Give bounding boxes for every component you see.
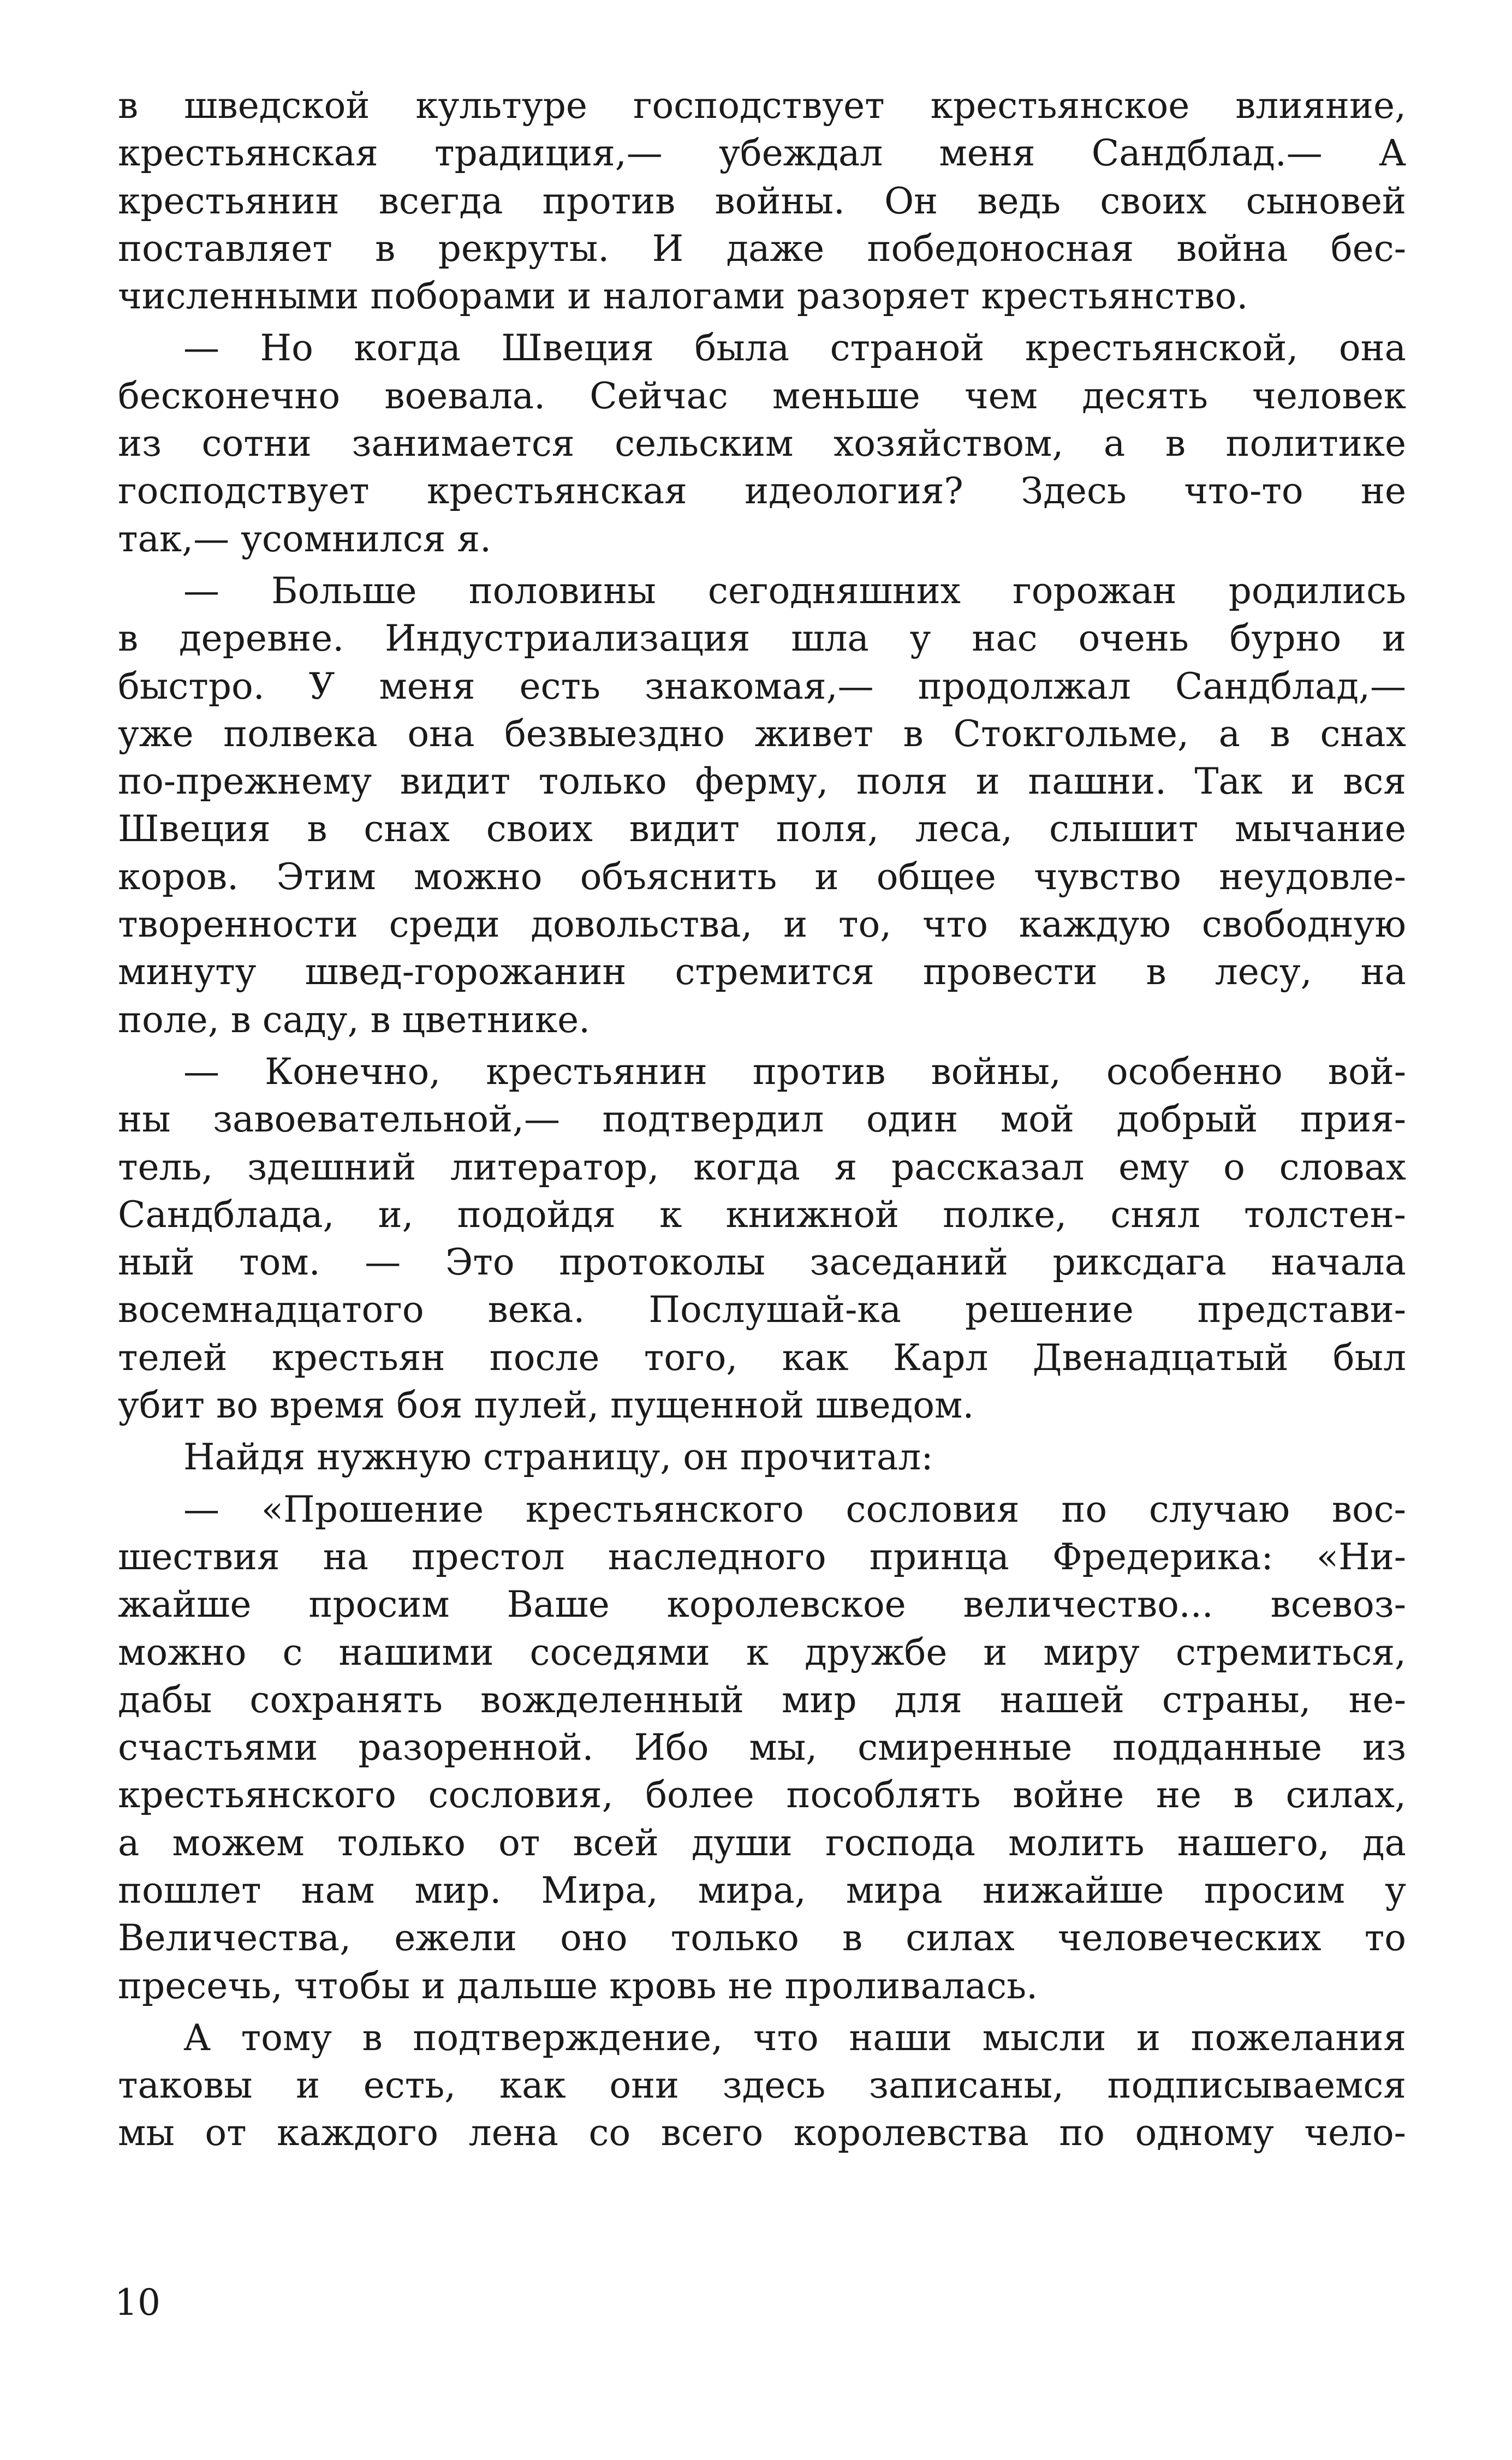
text-line: быстро. У меня есть знакомая,— продолжал Сандблад,— — [118, 665, 1406, 707]
text-line: а можем только от всей души господа молить нашего, да — [118, 1821, 1406, 1864]
text-line: поставляет в рекруты. И даже победоносная война бес- — [118, 227, 1406, 270]
text-line: ны завоевательной,— подтвердил один мой добрый прия- — [118, 1098, 1406, 1141]
text-line: жайше просим Ваше королевское величество... всевоз- — [118, 1583, 1406, 1626]
text-line: господствует крестьянская идеология? Здесь что-то не — [118, 470, 1406, 513]
text-line: в деревне. Индустриализация шла у нас очень бурно и — [118, 617, 1406, 660]
paragraph — [118, 1048, 1406, 1429]
text-line: восемнадцатого века. Послушай-ка решение представи- — [118, 1289, 1406, 1331]
text-line: счастьями разоренной. Ибо мы, смиренные подданные из — [118, 1726, 1406, 1769]
text-line: минуту швед-горожанин стремится провести в лесу, на — [118, 951, 1406, 993]
text-line: телей крестьян после того, как Карл Двенадцатый был — [118, 1336, 1406, 1379]
text-line: в шведской культуре господствует крестьянское влияние, — [118, 85, 1406, 127]
text-line: бесконечно воевала. Сейчас меньше чем десять человек — [118, 374, 1406, 417]
paragraph — [118, 567, 1406, 1044]
page-number: 10 — [115, 2282, 160, 2324]
text-line: мы от каждого лена со всего королевства по одному чело- — [118, 2112, 1406, 2154]
text-line: численными поборами и налогами разоряет крестьянство. — [118, 275, 1248, 318]
text-line: пошлет нам мир. Мира, мира, мира нижайше просим у — [118, 1869, 1406, 1911]
paragraph-gap — [118, 563, 1406, 567]
text-line: пресечь, чтобы и дальше кровь не проливалась. — [118, 1964, 1038, 2007]
text-line: шествия на престол наследного принца Фредерика: «Ни- — [118, 1535, 1406, 1578]
paragraph — [118, 82, 1406, 320]
page-text-block — [118, 82, 1406, 2157]
text-line: по-прежнему видит только ферму, поля и пашни. Так и вся — [118, 760, 1406, 803]
text-line: А тому в подтверждение, что наши мысли и пожелания — [183, 2016, 1406, 2059]
text-line: крестьянского сословия, более пособлять войне не в силах, — [118, 1774, 1406, 1816]
text-line: поле, в саду, в цветнике. — [118, 998, 591, 1041]
paragraph-gap — [118, 2010, 1406, 2014]
text-line: — Но когда Швеция была страной крестьянской, она — [183, 327, 1406, 370]
paragraph-gap — [118, 1481, 1406, 1486]
text-line: — Конечно, крестьянин против войны, особенно вой- — [183, 1050, 1406, 1093]
text-line: так,— усомнился я. — [118, 517, 492, 560]
text-line: можно с нашими соседями к дружбе и миру стремиться, — [118, 1631, 1406, 1673]
text-line: коров. Этим можно объяснить и общее чувство неудовле- — [118, 855, 1406, 898]
text-line: крестьянская традиция,— убеждал меня Сандблад.— А — [118, 132, 1406, 175]
paragraph-gap — [118, 1044, 1406, 1048]
text-line: ный том. — Это протоколы заседаний риксдага начала — [118, 1241, 1406, 1284]
text-line: таковы и есть, как они здесь записаны, подписываемся — [118, 2064, 1406, 2107]
text-line: Сандблада, и, подойдя к книжной полке, снял толстен- — [118, 1193, 1406, 1236]
text-line: из сотни занимается сельским хозяйством, а в политике — [118, 422, 1406, 465]
paragraph — [118, 1433, 1406, 1481]
paragraph — [118, 324, 1406, 562]
paragraph-gap — [118, 320, 1406, 324]
paragraph-gap — [118, 1429, 1406, 1433]
text-line: убит во время боя пулей, пущенной шведом. — [118, 1384, 974, 1427]
text-line: крестьянин всегда против войны. Он ведь своих сыновей — [118, 180, 1406, 222]
text-line: Найдя нужную страницу, он прочитал: — [183, 1436, 933, 1479]
text-line: уже полвека она безвыездно живет в Стокгольме, а в снах — [118, 712, 1406, 755]
text-line: Величества, ежели оно только в силах человеческих то — [118, 1917, 1406, 1959]
text-line: дабы сохранять вожделенный мир для нашей страны, не- — [118, 1678, 1406, 1721]
text-line: тель, здешний литератор, когда я рассказал ему о словах — [118, 1146, 1406, 1188]
text-line: — Больше половины сегодняшних горожан родились — [183, 569, 1406, 612]
paragraph — [118, 1486, 1406, 2010]
paragraph — [118, 2014, 1406, 2157]
text-line: Швеция в снах своих видит поля, леса, слышит мычание — [118, 808, 1406, 850]
text-line: творенности среди довольства, и то, что каждую свободную — [118, 903, 1406, 946]
text-line: — «Прошение крестьянского сословия по случаю вос- — [183, 1488, 1406, 1530]
